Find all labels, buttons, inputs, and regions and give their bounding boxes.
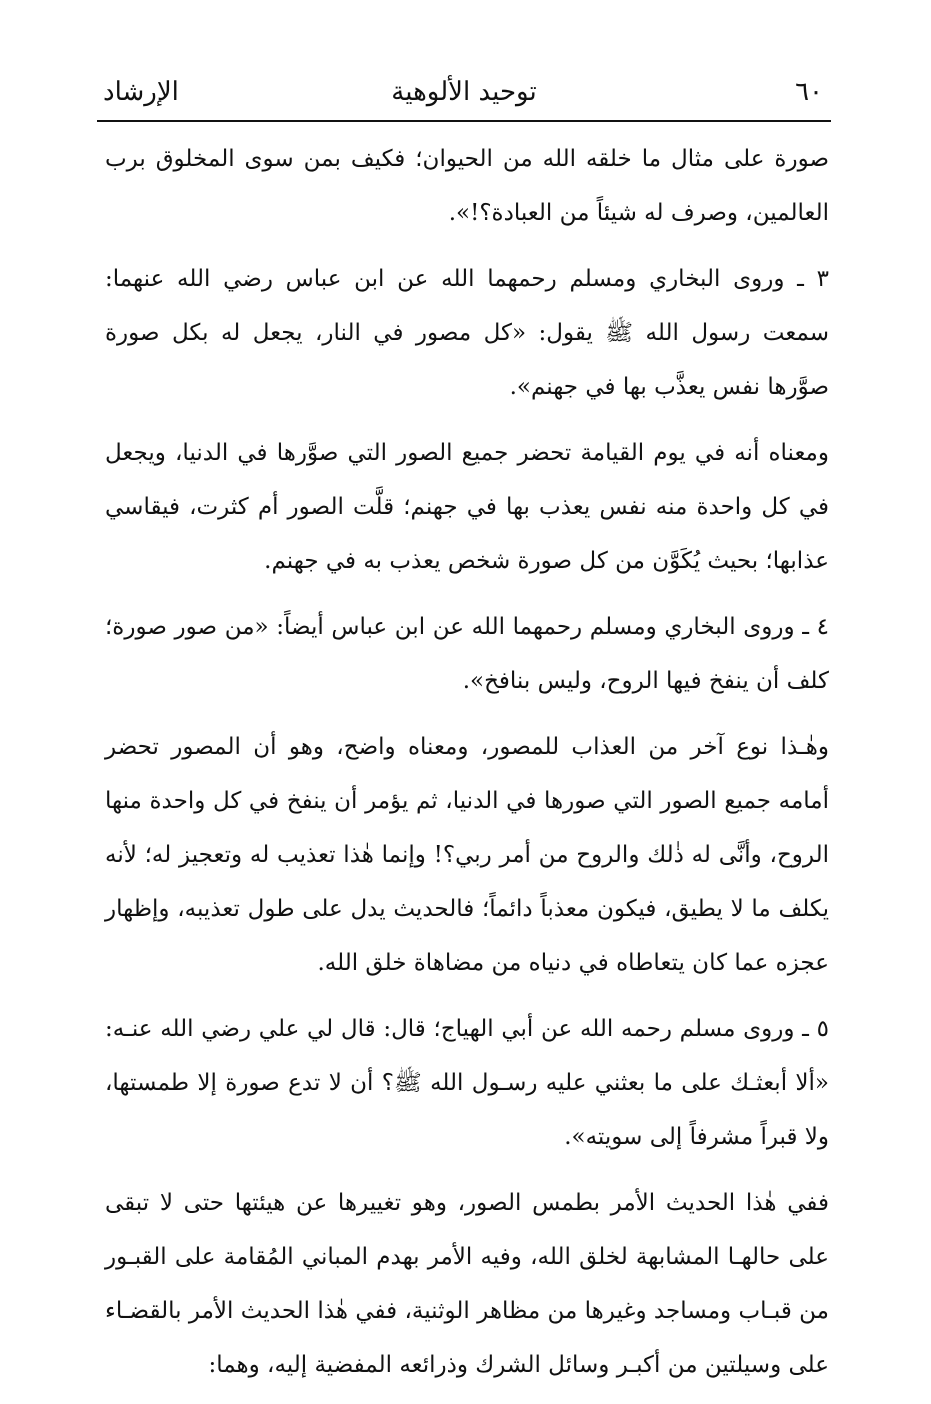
paragraph: ٤ ـ وروى البخاري ومسلم رحمهما الله عن ابن عباس أيضاً: «من صور صورة؛ كلف أن ينفخ فيها الروح، وليس بنافخ». — [105, 614, 829, 694]
body-text — [105, 132, 829, 1404]
page-number: ٦٠ — [795, 77, 823, 107]
running-title: توحيد الألوهية — [391, 77, 537, 107]
header-divider — [97, 120, 831, 122]
paragraph: ففي هٰذا الحديث الأمر بطمس الصور، وهو تغييرها عن هيئتها حتى لا تبقى على حالهـا المشابهة لخلق الله، وفيه الأمر بهدم المباني المُقامة على القبـور من قبـاب ومساجد وغيرها من مظاهر الوثنية، ففي هٰذا الحديث الأمر بالقضـاء على وسيلتين من أكبـر وسائل الشرك وذرائعه المفضية إليه، وهما: — [105, 1190, 829, 1378]
paragraph: ٣ ـ وروى البخاري ومسلم رحمهما الله عن ابن عباس رضي الله عنهما: سمعت رسول الله ﷺ يقول: «كل مصور في النار، يجعل له بكل صورة صوَّرها نفس يعذَّب بها في جهنم». — [105, 266, 829, 400]
paragraph: ٥ ـ وروى مسلم رحمه الله عن أبي الهياج؛ قال: قال لي علي رضي الله عنـه: «ألا أبعثـك على ما بعثني عليه رسـول الله ﷺ؟ أن لا تدع صورة إلا طمستها، ولا قبراً مشرفاً إلى سويته». — [105, 1016, 829, 1150]
paragraph: صورة على مثال ما خلقه الله من الحيوان؛ فكيف بمن سوى المخلوق برب العالمين، وصرف له شيئاً من العبادة؟!». — [105, 146, 829, 226]
paragraph: وهٰـذا نوع آخر من العذاب للمصور، ومعناه واضح، وهو أن المصور تحضر أمامه جميع الصور التي صورها في الدنيا، ثم يؤمر أن ينفخ في كل واحدة منها الروح، وأنَّى له ذٰلك والروح من أمر ربي؟! وإنما هٰذا تعذيب له وتعجيز له؛ لأنه يكلف ما لا يطيق، فيكون معذباً دائماً؛ فالحديث يدل على طول تعذيبه، وإظهار عجزه عما كان يتعاطاه في دنياه من مضاهاة خلق الله. — [105, 734, 829, 976]
page-header — [97, 70, 831, 114]
book-title: الإرشاد — [103, 77, 179, 107]
paragraph: ومعناه أنه في يوم القيامة تحضر جميع الصور التي صوَّرها في الدنيا، ويجعل في كل واحدة منه نفس يعذب بها في جهنم؛ قلَّت الصور أم كثرت، فيقاسي عذابها؛ بحيث يُكَوَّن من كل صورة شخص يعذب به في جهنم. — [105, 440, 829, 574]
